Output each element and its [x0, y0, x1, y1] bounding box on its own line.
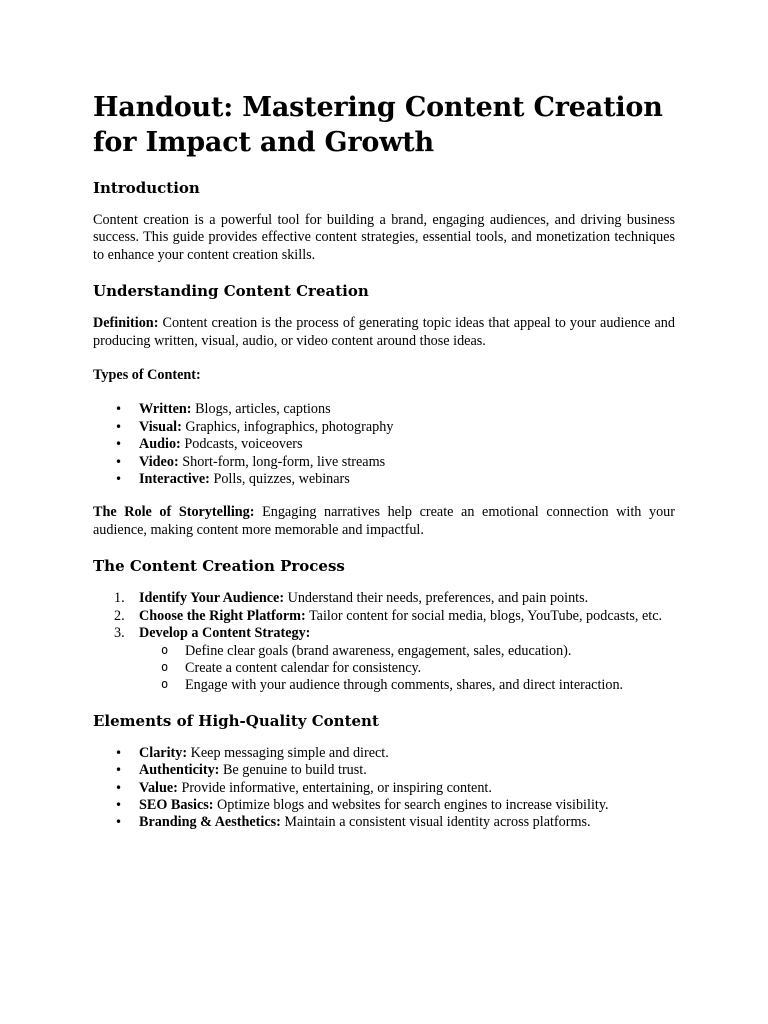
content-types-list — [93, 401, 675, 488]
understanding-heading: Understanding Content Creation — [93, 282, 369, 301]
list-item — [93, 590, 675, 607]
list-item-label: Clarity: — [139, 744, 188, 761]
list-item-label: Identify Your Audience: — [139, 590, 285, 607]
definition-text: Content creation is the process of generating topic ideas that appeal to your audience and producing written, visual, audio, or video content around those ideas. — [93, 315, 675, 349]
list-item-text: Short-form, long-form, live streams — [178, 453, 386, 470]
list-item-label: Value: — [139, 779, 178, 796]
list-item — [93, 780, 675, 797]
step-number: 3. — [114, 625, 125, 642]
intro-paragraph: Content creation is a powerful tool for building a brand, engaging audiences, and driving business success. This guide provides effective content strategies, essential tools, and monetization techniques to enhance your content creation skills. — [93, 212, 675, 263]
list-item-text: Be genuine to build trust. — [219, 762, 367, 779]
list-item — [93, 454, 675, 471]
list-item — [93, 419, 675, 436]
list-item-text: Polls, quizzes, webinars — [209, 471, 350, 488]
list-item — [93, 436, 675, 453]
list-item — [93, 814, 675, 831]
quality-elements-list — [93, 745, 675, 832]
list-item-label: Branding & Aesthetics: — [139, 814, 281, 831]
list-item-label: Interactive: — [139, 471, 210, 488]
list-item-label: Written: — [139, 401, 192, 418]
storytelling-text: Engaging narratives help create an emotional connection with your audience, making content more memorable and impactful. — [93, 504, 676, 538]
list-item-label: Audio: — [139, 436, 181, 453]
step-number: 2. — [114, 607, 125, 624]
list-item-text: Understand their needs, preferences, and pain points. — [284, 590, 589, 607]
list-item-label: Video: — [139, 453, 179, 470]
list-item-label: SEO Basics: — [139, 796, 214, 813]
list-item-text: Podcasts, voiceovers — [180, 436, 303, 453]
list-item-label: Authenticity: — [139, 762, 220, 779]
list-item — [93, 745, 675, 762]
document-title: Handout: Mastering Content Creation for Impact and Growth — [93, 92, 663, 158]
list-item — [93, 797, 675, 814]
list-item — [93, 762, 675, 779]
list-item — [93, 471, 675, 488]
definition-paragraph — [93, 315, 675, 350]
list-item-text: Graphics, infographics, photography — [181, 418, 394, 435]
storytelling-paragraph — [93, 504, 675, 539]
list-item — [93, 625, 675, 695]
document-content — [93, 90, 675, 848]
elements-heading: Elements of High-Quality Content — [93, 711, 379, 730]
list-item-label: Choose the Right Platform: — [139, 607, 306, 624]
list-item-label: Develop a Content Strategy: — [139, 625, 311, 642]
list-item: o Define clear goals (brand awareness, engagement, sales, education). — [139, 643, 675, 660]
types-label-paragraph — [93, 367, 675, 384]
list-item: o Create a content calendar for consistency. — [139, 660, 675, 677]
step-number: 1. — [114, 590, 125, 607]
process-heading: The Content Creation Process — [93, 557, 345, 576]
list-item: o Engage with your audience through comments, shares, and direct interaction. — [139, 677, 675, 694]
strategy-sublist — [139, 643, 675, 695]
list-item-text: Blogs, articles, captions — [191, 401, 331, 418]
process-steps-list — [93, 590, 675, 694]
list-item-text: Keep messaging simple and direct. — [187, 744, 389, 761]
list-item-text: Maintain a consistent visual identity across platforms. — [280, 814, 591, 831]
list-item-text: Optimize blogs and websites for search engines to increase visibility. — [213, 796, 609, 813]
list-item-text: Tailor content for social media, blogs, YouTube, podcasts, etc. — [305, 607, 663, 624]
list-item — [93, 608, 675, 625]
intro-heading: Introduction — [93, 179, 200, 197]
definition-label: Definition: — [93, 315, 159, 332]
list-item-label: Visual: — [139, 418, 182, 435]
list-item — [93, 401, 675, 418]
storytelling-label: The Role of Storytelling: — [93, 504, 255, 521]
types-label: Types of Content: — [93, 367, 201, 384]
list-item-text: Provide informative, entertaining, or inspiring content. — [177, 779, 492, 796]
